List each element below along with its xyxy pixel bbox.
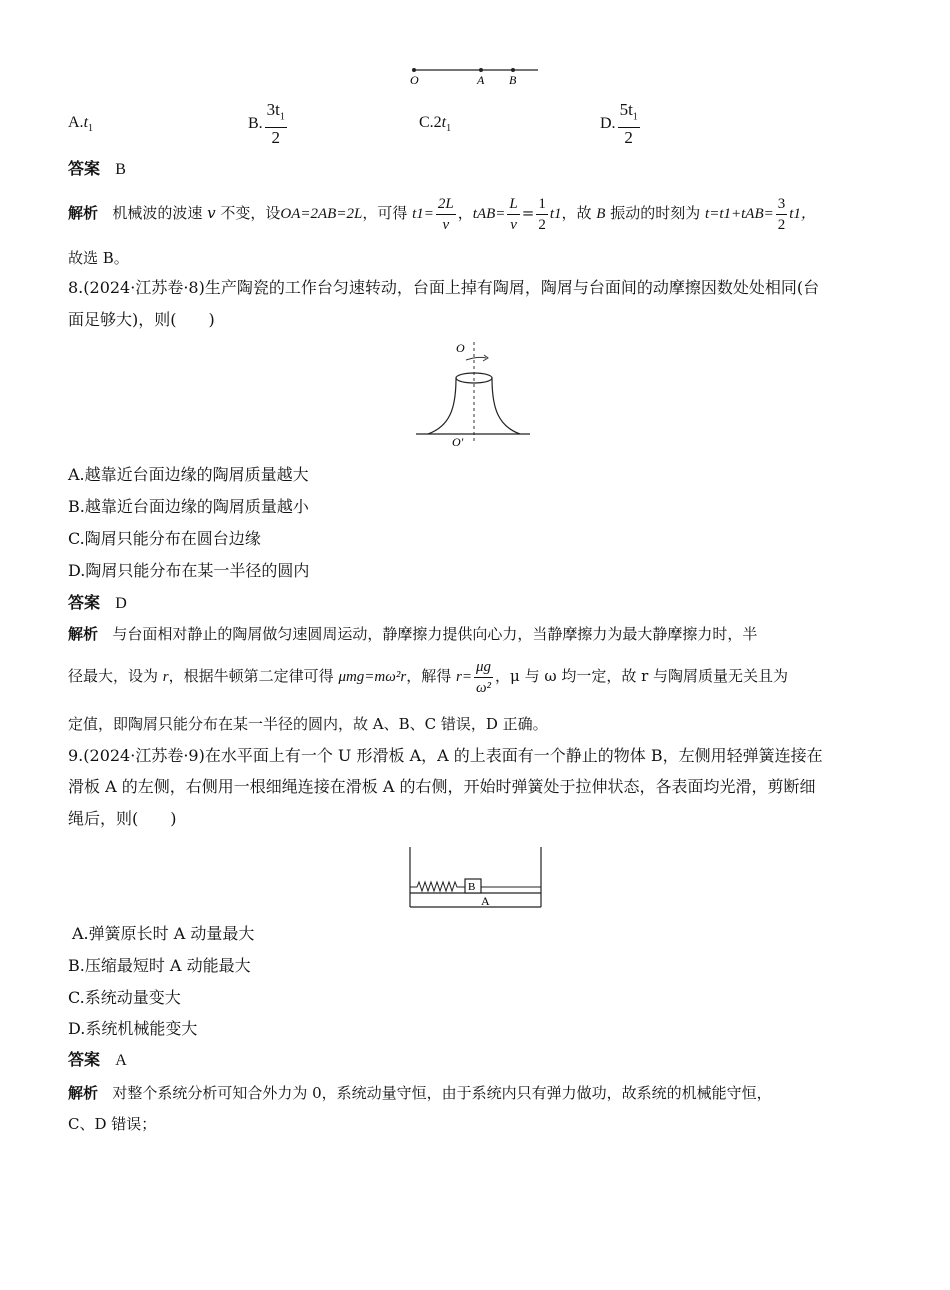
q8-option-b: B.越靠近台面边缘的陶屑质量越小 [68, 497, 309, 516]
q7-option-c: $C.2t_1$ [419, 114, 452, 135]
label-a: A [477, 73, 485, 87]
label-o-prime: O′ [452, 435, 464, 449]
q8-option-c: C.陶屑只能分布在圆台边缘 [68, 529, 261, 548]
q9-stem-line3: 绳后，则( ) [68, 809, 177, 828]
q9-option-c: C.系统动量变大 [68, 988, 181, 1007]
q8-option-a: A.越靠近台面边缘的陶屑质量越大 [68, 465, 309, 484]
q9-stem-line2: 滑板 A 的左侧，右侧用一根细绳连接在滑板 A 的右侧，开始时弹簧处于拉伸状态，各表面均光滑，剪断细 [68, 777, 816, 796]
figure-oab-line [400, 60, 550, 90]
q8-analysis-line3: 定值，即陶屑只能分布在某一半径的圆内，故 A、B、C 错误，D 正确。 [68, 715, 548, 733]
q8-option-d: D.陶屑只能分布在某一半径的圆内 [68, 561, 310, 580]
figure-u-board [405, 845, 547, 911]
q9-option-b: B.压缩最短时 A 动能最大 [68, 956, 251, 975]
q7-answer: 答案 B [68, 159, 126, 178]
q9-option-a: A.弹簧原长时 A 动量最大 [72, 924, 255, 943]
q7-analysis: 解析 机械波的波速 v 不变，设OA=2AB=2L，可得 t1= $\frac{2L}{v}$ ，tAB= $\frac{L}{v}$ = $\frac{1}{2}$ t1，故 B 振动的时刻为 t=t1+tAB= $\frac{3}{2}$ t1， [68, 195, 816, 233]
q9-analysis-line1: 解析 对整个系统分析可知合外力为 0，系统动量守恒，由于系统内只有弹力做功，故系统的机械能守恒， [68, 1084, 772, 1102]
label-o-top: O [456, 341, 465, 355]
q8-analysis-line1: 解析 与台面相对静止的陶屑做匀速圆周运动，静摩擦力提供向心力，当静摩擦力为最大静摩擦力时，半 [68, 625, 758, 643]
q8-stem-line1: 8.(2024·江苏卷·8)生产陶瓷的工作台匀速转动，台面上掉有陶屑，陶屑与台面间的动摩擦因数处处相同(台 [68, 278, 820, 297]
q7-analysis-end: 故选 B。 [68, 249, 129, 267]
label-board-a: A [481, 894, 490, 908]
q8-analysis-line2: 径最大，设为 r，根据牛顿第二定律可得 μmg=mω²r，解得 r= $\frac{\mu g}{\text{ω²}}$ ，μ 与 ω 均一定，故 r 与陶屑质量无关且为 [68, 658, 789, 696]
q8-stem-line2: 面足够大)，则( ) [68, 310, 215, 329]
figure-rotating-table [414, 338, 534, 450]
label-b: B [509, 73, 517, 87]
q9-option-d: D.系统机械能变大 [68, 1019, 198, 1038]
q7-option-d: D. $\frac{5t_1}{2}$ [600, 100, 638, 148]
q9-analysis-line2: C、D 错误； [68, 1115, 157, 1133]
q7-option-b: B. $\frac{3t_1}{2}$ [248, 100, 285, 148]
q9-stem-line1: 9.(2024·江苏卷·9)在水平面上有一个 U 形滑板 A，A 的上表面有一个静止的物体 B，左侧用轻弹簧连接在 [68, 746, 823, 765]
q8-answer: 答案 D [68, 593, 127, 612]
label-o: O [410, 73, 419, 87]
label-block-b: B [468, 881, 476, 893]
q7-option-a: $A.t_1$ [68, 114, 94, 135]
q9-answer: 答案 A [68, 1050, 127, 1069]
